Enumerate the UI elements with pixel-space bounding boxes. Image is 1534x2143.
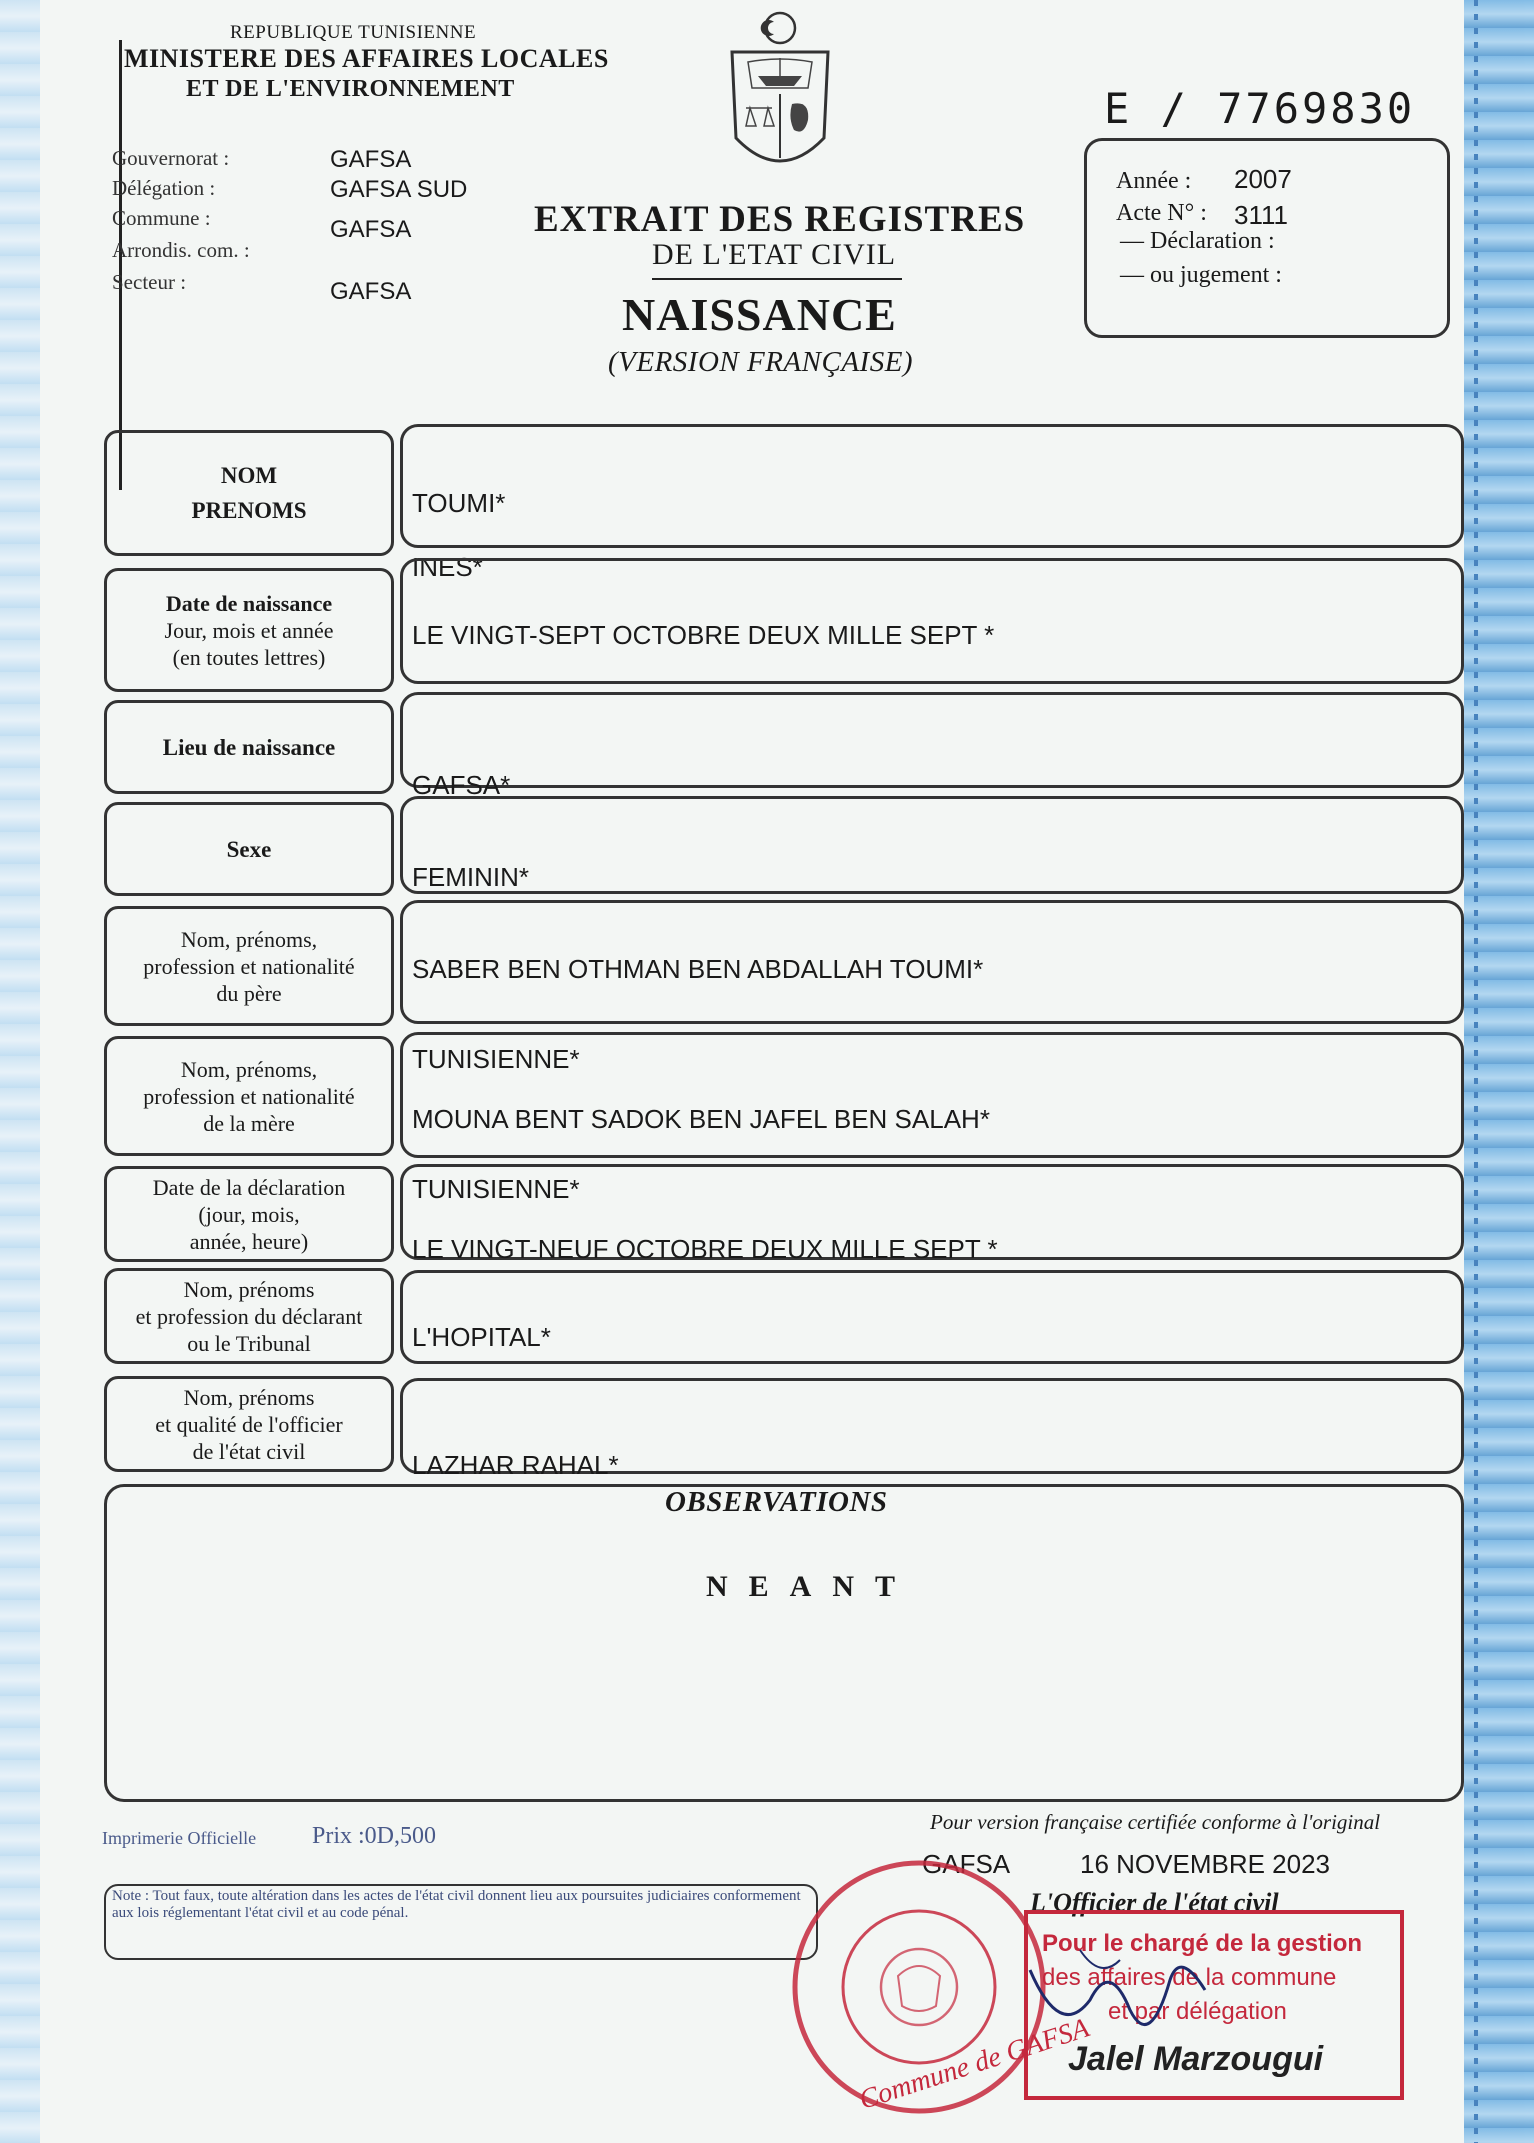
dob-value: LE VINGT-SEPT OCTOBRE DEUX MILLE SEPT * <box>412 620 995 650</box>
nom-value: TOUMI* <box>412 488 506 518</box>
security-border-left <box>0 0 40 2143</box>
acte-number-label: Acte N° : <box>1116 200 1207 226</box>
officier-label-box <box>104 1376 394 1472</box>
declaration-label: — Déclaration : <box>1120 228 1275 254</box>
prenoms-label: PRENOMS <box>191 498 307 523</box>
stamp-signatory-name: Jalel Marzougui <box>1068 2040 1324 2078</box>
secteur-label: Secteur : <box>112 270 187 294</box>
document-title: EXTRAIT DES REGISTRES <box>534 199 1026 240</box>
secteur-value: GAFSA <box>330 278 412 305</box>
prix-label: Prix :0D,500 <box>312 1823 437 1849</box>
delegation-value: GAFSA SUD <box>330 176 468 203</box>
observations-box <box>104 1484 1464 1802</box>
dob-label-sub2: (en toutes lettres) <box>172 644 326 670</box>
commune-value: GAFSA <box>330 216 412 243</box>
jugement-label: — ou jugement : <box>1120 262 1282 288</box>
declaration-date-label-box <box>104 1166 394 1262</box>
margin-line <box>119 40 122 490</box>
document-version: (VERSION FRANÇAISE) <box>608 346 914 378</box>
nom-prenoms-label-box <box>104 430 394 556</box>
decl-label-1: Date de la déclaration <box>152 1174 346 1200</box>
legal-note-text: Note : Tout faux, toute altération dans les actes de l'état civil donnent lieu aux poursuites judiciaires conformement aux lois réglementant l'état civil et au code pénal. <box>112 1888 801 1921</box>
gouvernorat-label: Gouvernorat : <box>112 146 230 170</box>
document-serial-number: E / 7769830 <box>1104 84 1416 133</box>
republic-heading: REPUBLIQUE TUNISIENNE <box>230 22 477 43</box>
lieu-label: Lieu de naissance <box>162 734 336 760</box>
dob-label-sub1: Jour, mois et année <box>164 617 334 643</box>
officier-label-2: et qualité de l'officier <box>155 1411 343 1437</box>
declarant-value-box <box>400 1270 1464 1364</box>
mere-label-2: profession et nationalité <box>143 1083 355 1109</box>
pere-label-2: profession et nationalité <box>143 953 355 979</box>
pere-nationality: TUNISIENNE* <box>412 1044 580 1074</box>
mere-value: MOUNA BENT SADOK BEN JAFEL BEN SALAH* <box>412 1104 990 1134</box>
declarant-label-3: ou le Tribunal <box>187 1330 311 1356</box>
certification-text: Pour version française certifiée conforme à l'original <box>930 1810 1381 1834</box>
officier-value: LAZHAR RAHAL* <box>412 1450 619 1480</box>
title-divider <box>652 278 902 280</box>
stamp-line-3: et par délégation <box>1108 1998 1287 2025</box>
pere-label-1: Nom, prénoms, <box>180 926 318 952</box>
issue-date: 16 NOVEMBRE 2023 <box>1080 1849 1331 1879</box>
document-type: NAISSANCE <box>622 289 897 340</box>
annee-value: 2007 <box>1234 164 1292 194</box>
officer-title: L'Officier de l'état civil <box>1030 1888 1279 1917</box>
lieu-value-box <box>400 692 1464 788</box>
sexe-value: FEMININ* <box>412 862 529 892</box>
annee-label: Année : <box>1116 168 1192 194</box>
observations-title: OBSERVATIONS <box>665 1486 888 1518</box>
sexe-label-box <box>104 802 394 896</box>
dob-label-box <box>104 568 394 692</box>
mere-label-3: de la mère <box>203 1110 295 1136</box>
decl-label-2: (jour, mois, <box>198 1201 300 1227</box>
coat-of-arms-emblem <box>718 8 842 186</box>
mere-value-box <box>400 1032 1464 1158</box>
observations-value: NEANT <box>706 1570 917 1603</box>
declarant-label-1: Nom, prénoms <box>183 1276 315 1302</box>
delegation-label: Délégation : <box>112 176 216 200</box>
sexe-value-box <box>400 796 1464 894</box>
stamp-line-1: Pour le chargé de la gestion <box>1042 1930 1363 1957</box>
sexe-label: Sexe <box>226 836 272 862</box>
declarant-value: L'HOPITAL* <box>412 1322 551 1352</box>
document-subtitle: DE L'ETAT CIVIL <box>652 238 897 271</box>
decl-label-3: année, heure) <box>189 1228 309 1254</box>
mere-label-box <box>104 1036 394 1156</box>
round-stamp-text: Commune de GAFSA <box>855 2012 1094 2116</box>
gouvernorat-value: GAFSA <box>330 146 412 173</box>
commune-label: Commune : <box>112 206 211 230</box>
imprimerie-label: Imprimerie Officielle <box>102 1828 257 1848</box>
lieu-label-box <box>104 700 394 794</box>
round-commune-stamp <box>788 1856 1094 2118</box>
pere-label-box <box>104 906 394 1026</box>
declaration-date-value: LE VINGT-NEUF OCTOBRE DEUX MILLE SEPT * <box>412 1234 998 1264</box>
declarant-label-box <box>104 1268 394 1364</box>
arrondissement-label: Arrondis. com. : <box>112 238 250 262</box>
issue-place: GAFSA <box>922 1849 1011 1879</box>
ministry-heading-cont: ET DE L'ENVIRONNEMENT <box>186 76 515 102</box>
ministry-heading: MINISTERE DES AFFAIRES LOCALES <box>124 44 609 73</box>
acte-number-value: 3111 <box>1234 200 1288 230</box>
nom-label: NOM <box>220 463 278 488</box>
lieu-value: GAFSA* <box>412 770 511 800</box>
stamp-line-2: des affaires de la commune <box>1042 1964 1337 1991</box>
declarant-label-2: et profession du déclarant <box>135 1303 363 1329</box>
mere-label-1: Nom, prénoms, <box>180 1056 318 1082</box>
security-border-right <box>1464 0 1534 2143</box>
mere-nationality: TUNISIENNE* <box>412 1174 580 1204</box>
officier-label-1: Nom, prénoms <box>183 1384 315 1410</box>
officier-label-3: de l'état civil <box>192 1438 306 1464</box>
dob-label-title: Date de naissance <box>165 590 333 616</box>
nom-prenoms-value-box <box>400 424 1464 548</box>
pere-label-3: du père <box>216 980 282 1006</box>
prenoms-value: INES* <box>412 552 483 582</box>
handwritten-signature <box>1020 1940 1220 2050</box>
pere-value: SABER BEN OTHMAN BEN ABDALLAH TOUMI* <box>412 954 984 984</box>
